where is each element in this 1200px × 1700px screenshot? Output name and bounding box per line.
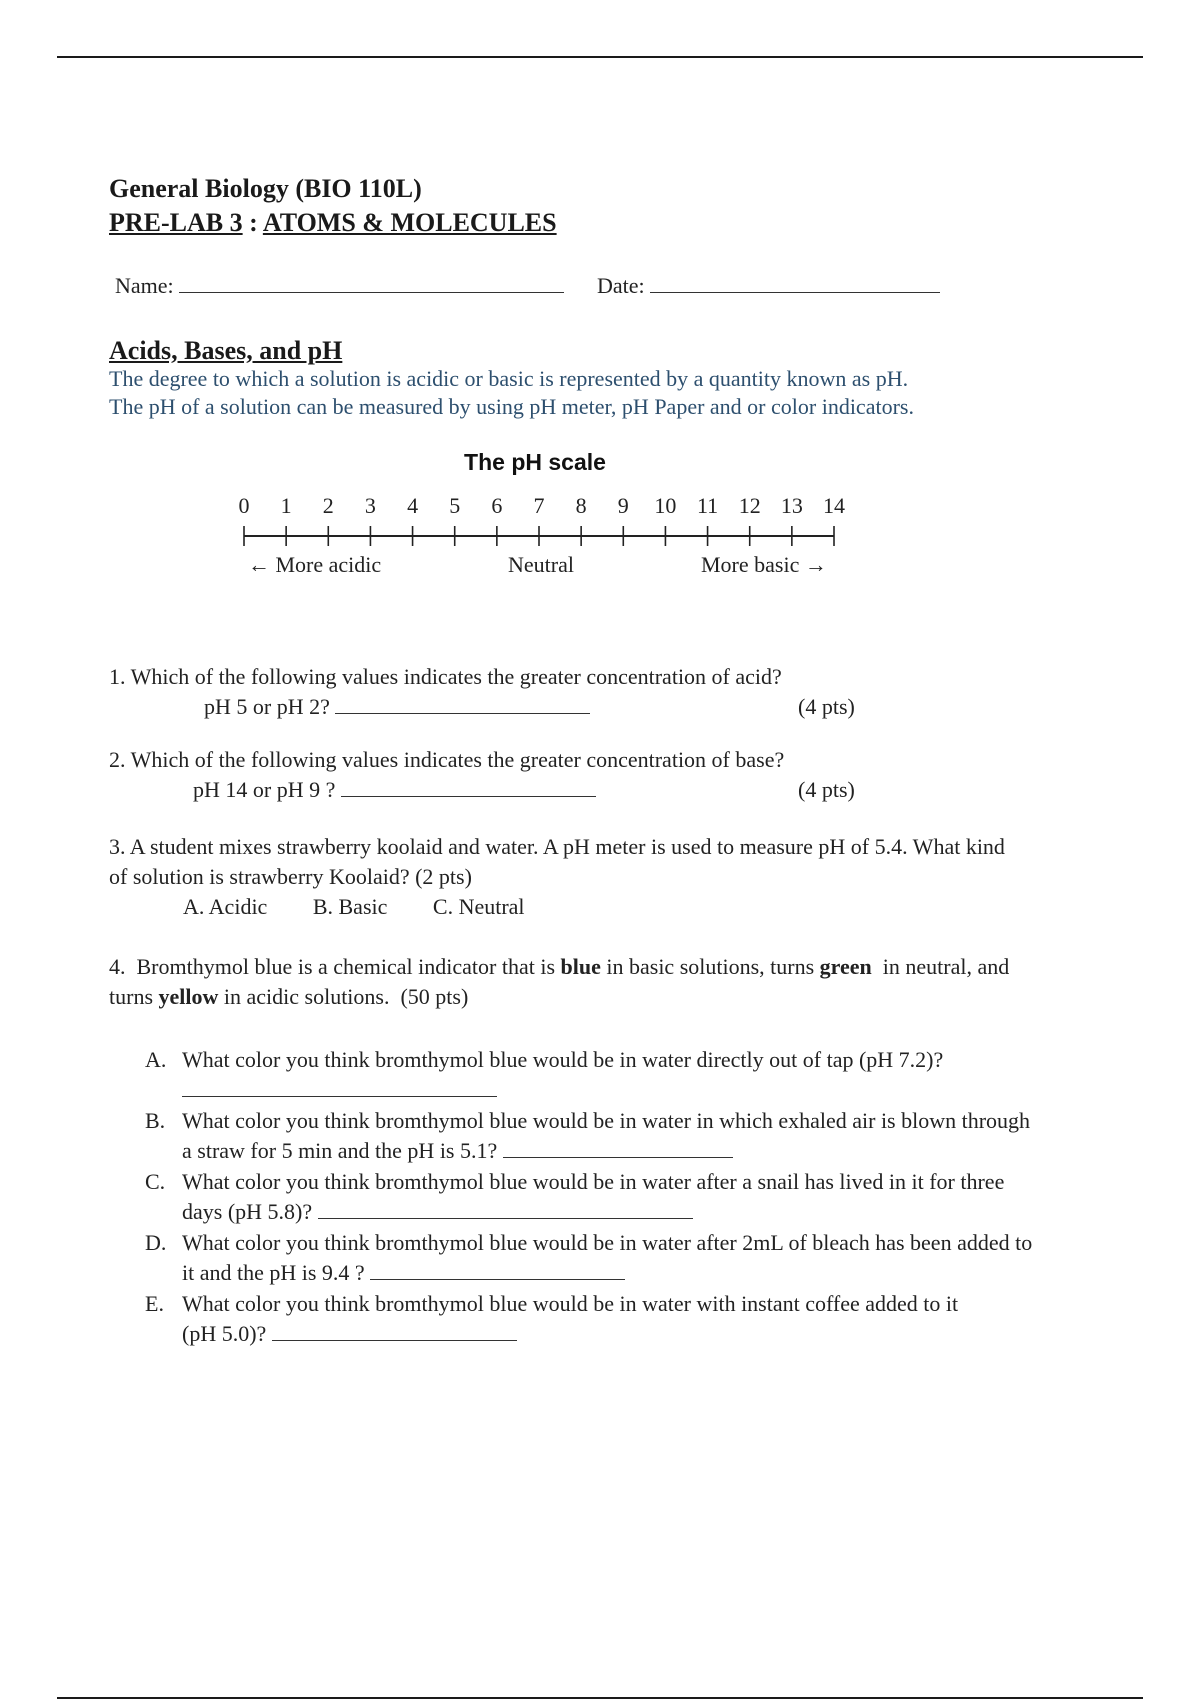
q4-word-yellow: yellow — [158, 984, 219, 1009]
question-2-points: (4 pts) — [798, 777, 855, 802]
q4-text-d: turns — [109, 984, 159, 1009]
sub-question-b — [145, 1106, 1135, 1166]
sub-question-c-line-2: days (pH 5.8)? — [182, 1199, 313, 1224]
label-more-acidic: ← More acidic — [248, 552, 382, 577]
ph-tick-label-3: 3 — [364, 493, 376, 518]
sub-question-a-text: What color you think bromthymol blue would be in water directly out of tap (pH 7.2)? — [182, 1047, 944, 1072]
choice-basic[interactable]: B. Basic — [312, 894, 388, 919]
ph-tick-label-1: 1 — [280, 493, 292, 518]
prelab-number: PRE-LAB 3 — [109, 208, 243, 237]
date-field[interactable] — [650, 291, 940, 293]
prelab-topic: ATOMS & MOLECULES — [262, 208, 557, 237]
q4-text-b: in basic solutions, turns — [600, 954, 820, 979]
question-1-answer-field[interactable] — [335, 712, 590, 714]
sub-question-a-label: A. — [145, 1047, 167, 1072]
label-more-basic: More basic → — [701, 552, 827, 577]
q4-text-c: in neutral, and — [871, 954, 1010, 979]
sub-question-e-answer-field[interactable] — [272, 1339, 517, 1341]
ph-tick-label-7: 7 — [533, 493, 545, 518]
name-field[interactable] — [179, 291, 564, 293]
sub-question-a — [145, 1045, 1135, 1105]
sub-question-c-answer-field[interactable] — [318, 1217, 693, 1219]
ph-tick-label-5: 5 — [449, 493, 461, 518]
sub-question-c-label: C. — [145, 1169, 166, 1194]
question-2 — [109, 745, 1109, 805]
question-2-options: pH 14 or pH 9 ? — [193, 777, 336, 802]
question-3-line-1: 3. A student mixes strawberry koolaid and water. A pH meter is used to measure pH of 5.4. What kind — [109, 834, 1005, 859]
sub-question-d-line-2: it and the pH is 9.4 ? — [182, 1260, 365, 1285]
bottom-rule — [57, 1697, 1143, 1699]
top-rule — [57, 56, 1143, 58]
question-1-text: 1. Which of the following values indicates the greater concentration of acid? — [109, 664, 782, 689]
ph-tick-label-6: 6 — [491, 493, 503, 518]
question-1 — [109, 662, 1109, 722]
ph-tick-label-2: 2 — [322, 493, 334, 518]
question-1-points: (4 pts) — [798, 694, 855, 719]
section-heading: Acids, Bases, and pH — [109, 336, 343, 365]
sub-question-a-answer-field[interactable] — [182, 1095, 497, 1097]
intro-line-1: The degree to which a solution is acidic or basic is represented by a quantity known as pH. — [109, 366, 909, 391]
sub-question-e-line-1: What color you think bromthymol blue would be in water with instant coffee added to it — [182, 1291, 959, 1316]
question-4-line-1 — [109, 952, 1149, 982]
ph-tick-label-4: 4 — [407, 493, 419, 518]
ph-tick-label-10: 10 — [654, 493, 677, 518]
q4-text-a: 4. Bromthymol blue is a chemical indicator that is — [109, 954, 561, 979]
sub-question-d-label: D. — [145, 1230, 167, 1255]
sub-question-e — [145, 1289, 1135, 1349]
sub-question-d-answer-field[interactable] — [370, 1278, 625, 1280]
name-label: Name: — [115, 273, 174, 298]
question-1-answer-row — [109, 692, 1109, 722]
ph-scale-diagram — [220, 490, 860, 590]
question-3 — [109, 832, 1149, 922]
question-3-line-2: of solution is strawberry Koolaid? (2 pts) — [109, 864, 472, 889]
label-neutral: Neutral — [508, 552, 574, 577]
q4-word-green: green — [819, 954, 872, 979]
sub-question-b-answer-field[interactable] — [503, 1156, 733, 1158]
ph-tick-label-0: 0 — [238, 493, 250, 518]
choice-acidic[interactable]: A. Acidic — [183, 894, 268, 919]
sub-question-b-line-2: a straw for 5 min and the pH is 5.1? — [182, 1138, 498, 1163]
question-4-line-2 — [109, 982, 1149, 1012]
sub-question-b-label: B. — [145, 1108, 166, 1133]
sub-question-c-line-1: What color you think bromthymol blue would be in water after a snail has lived in it for three — [182, 1169, 1005, 1194]
q4-text-e: in acidic solutions. (50 pts) — [218, 984, 469, 1009]
sub-question-b-line-1: What color you think bromthymol blue would be in water in which exhaled air is blown through — [182, 1108, 1031, 1133]
ph-scale-title: The pH scale — [464, 449, 606, 475]
question-2-answer-row — [109, 775, 1109, 805]
ph-tick-label-11: 11 — [696, 493, 719, 518]
question-1-options: pH 5 or pH 2? — [204, 694, 330, 719]
question-2-text: 2. Which of the following values indicates the greater concentration of base? — [109, 747, 785, 772]
sub-question-c — [145, 1167, 1135, 1227]
sub-question-d — [145, 1228, 1135, 1288]
date-label: Date: — [597, 273, 645, 298]
sub-question-e-line-2: (pH 5.0)? — [182, 1321, 267, 1346]
question-4 — [109, 952, 1149, 1012]
intro-line-2: The pH of a solution can be measured by using pH meter, pH Paper and or color indicators. — [109, 394, 914, 419]
name-field-row — [115, 273, 564, 299]
question-3-choices — [109, 892, 1149, 922]
prelab-separator: : — [242, 208, 263, 237]
sub-question-d-line-1: What color you think bromthymol blue would be in water after 2mL of bleach has been added to — [182, 1230, 1033, 1255]
section-intro — [109, 365, 914, 421]
sub-question-e-label: E. — [145, 1291, 164, 1316]
prelab-title — [109, 208, 557, 238]
choice-neutral[interactable]: C. Neutral — [432, 894, 525, 919]
ph-tick-label-9: 9 — [617, 493, 629, 518]
question-2-answer-field[interactable] — [341, 795, 596, 797]
ph-tick-label-14: 14 — [823, 493, 845, 518]
ph-tick-label-13: 13 — [780, 493, 803, 518]
date-field-row — [597, 273, 940, 299]
ph-tick-label-8: 8 — [575, 493, 587, 518]
ph-tick-label-12: 12 — [738, 493, 761, 518]
q4-word-blue: blue — [560, 954, 601, 979]
course-title: General Biology (BIO 110L) — [109, 174, 422, 203]
